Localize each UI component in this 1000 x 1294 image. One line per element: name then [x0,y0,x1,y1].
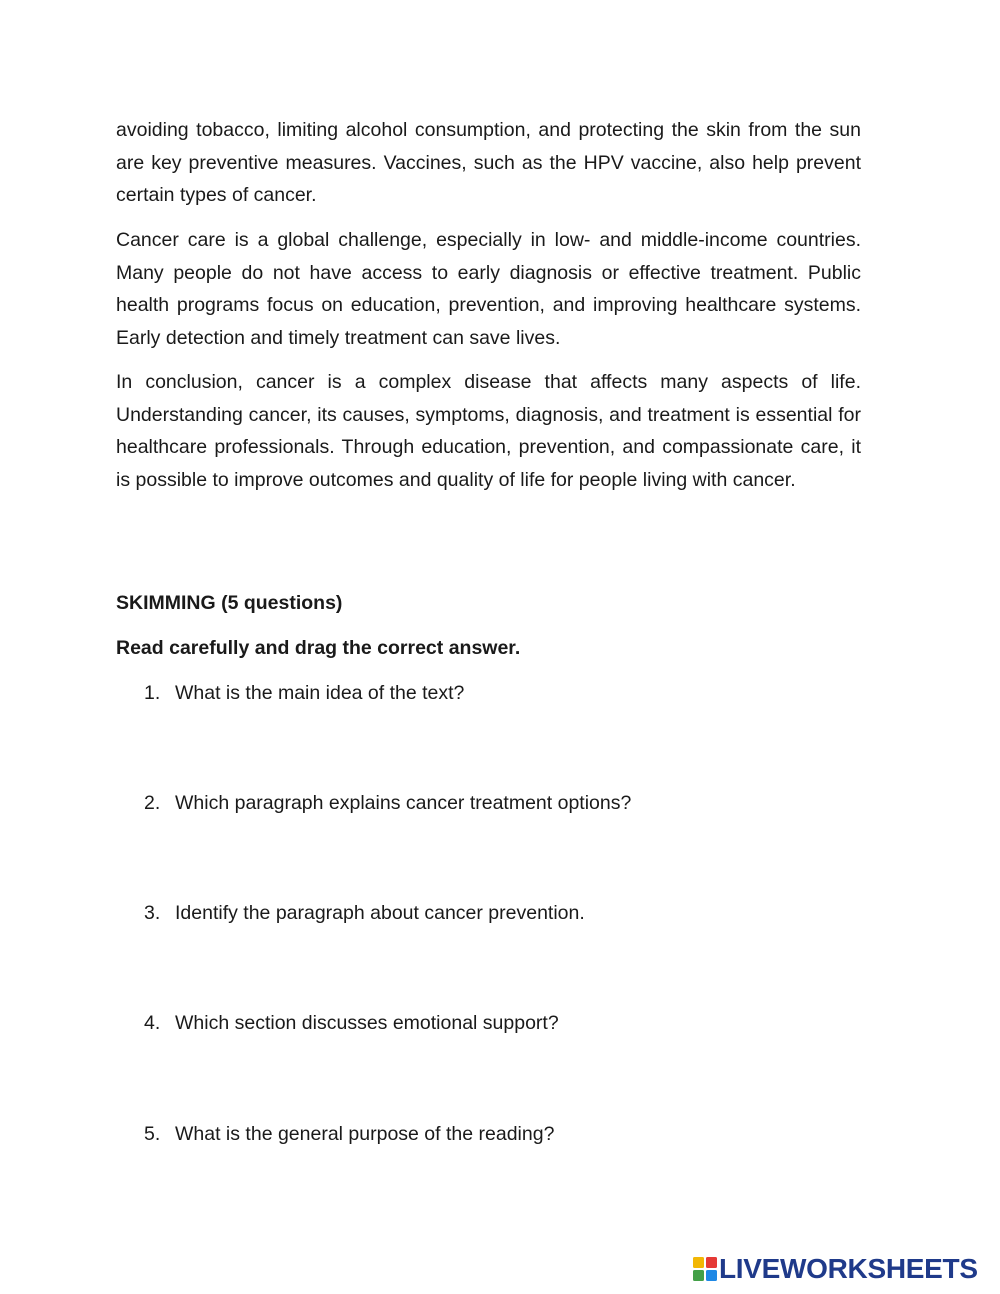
paragraph-prevention: avoiding tobacco, limiting alcohol consumption, and protecting the skin from the sun are key preventive measures. Vaccines, such as the HPV vaccine, also help prevent certain types of cancer. [116,119,861,206]
question-item [144,1121,554,1147]
question-text: What is the general purpose of the reading? [175,1123,555,1145]
liveworksheets-logo [693,1254,978,1284]
question-number: 2. [144,792,161,814]
liveworksheets-logo-icon [693,1257,717,1281]
paragraph-global-challenge: Cancer care is a global challenge, especially in low- and middle-income countries. Many people do not have access to early diagnosis or effective treatment. Public health programs focus on education, prevention, and improving healthcare systems. Early detection and timely treatment can save lives. [116,229,861,349]
question-number: 4. [144,1012,161,1034]
question-item [144,900,585,926]
section-title: SKIMMING (5 questions) [116,592,343,614]
question-text: Identify the paragraph about cancer prevention. [175,902,585,924]
question-item [144,1010,559,1036]
question-item [144,790,631,816]
question-number: 5. [144,1123,161,1145]
question-item [144,680,464,706]
question-number: 1. [144,682,161,704]
question-text: What is the main idea of the text? [175,682,465,704]
question-text: Which paragraph explains cancer treatment options? [175,792,632,814]
question-number: 3. [144,902,161,924]
logo-text: LIVEWORKSHEETS [719,1253,978,1284]
question-text: Which section discusses emotional support? [175,1012,559,1034]
section-instruction: Read carefully and drag the correct answer. [116,637,521,659]
paragraph-conclusion: In conclusion, cancer is a complex disease that affects many aspects of life. Understanding cancer, its causes, symptoms, diagnosis, and treatment is essential for healthcare professionals. Through education, prevention, and compassionate care, it is possible to improve outcomes and quality of life for people living with cancer. [116,371,861,491]
